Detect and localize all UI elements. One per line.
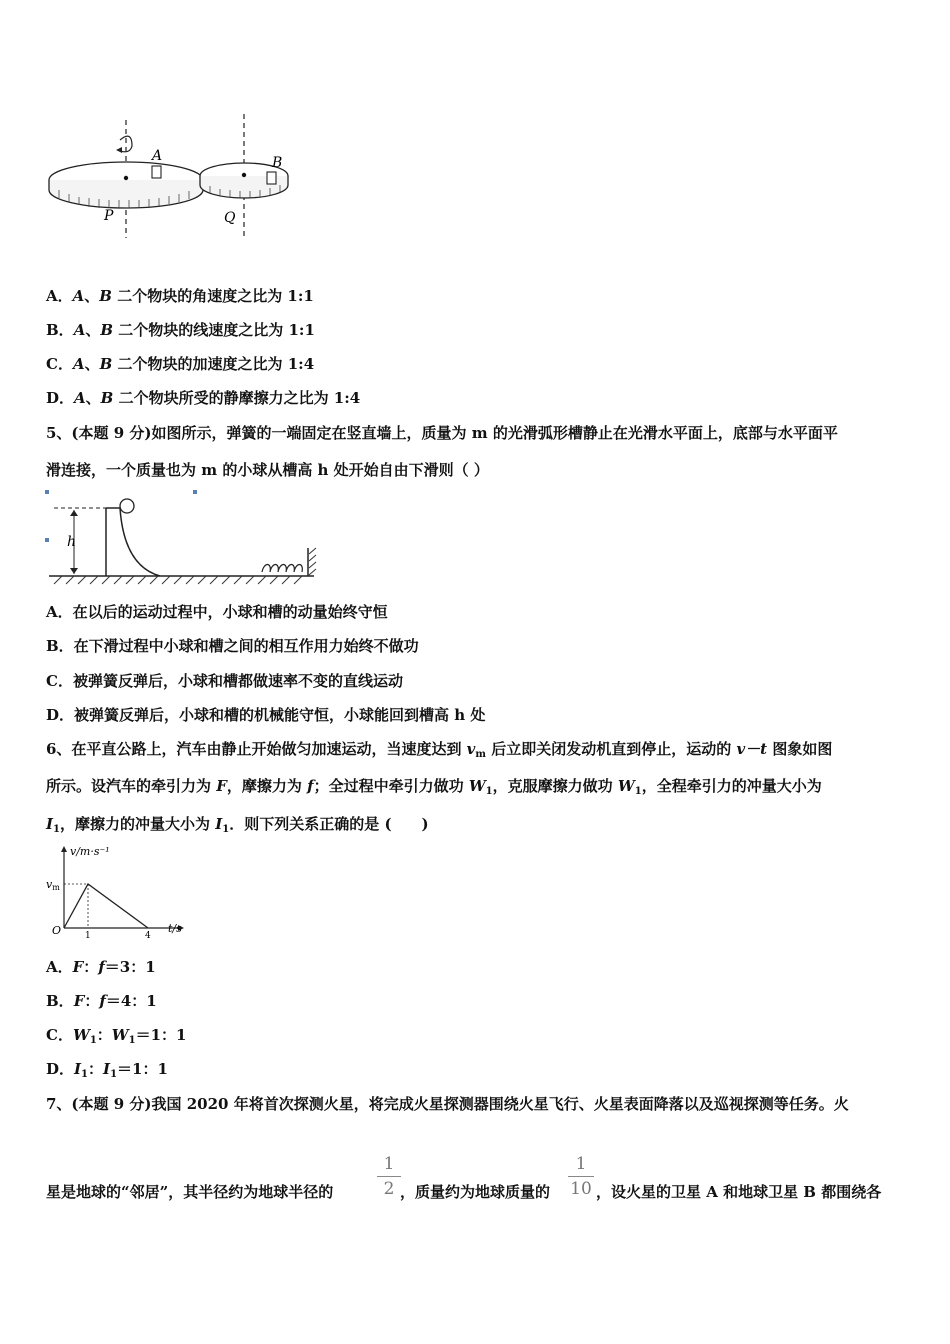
q4-option-c: C．A、B 二个物块的加速度之比为 1:4 <box>46 355 315 373</box>
q5-stem-line1: 5、(本题 9 分)如图所示，弹簧的一端固定在竖直墙上，质量为 m 的光滑弧形槽静止在光滑水平面上，底部与水平面平 <box>46 424 838 442</box>
q6-stem-line3: $I_1$，摩擦力的冲量大小为 $I_1$．则下列关系正确的是 ( ) <box>46 815 429 835</box>
fig1-label-q: Q <box>224 210 236 226</box>
figure-arc-slot-spring <box>44 488 324 588</box>
q5-option-c: C．被弹簧反弹后，小球和槽都做速率不变的直线运动 <box>46 672 403 690</box>
q6-option-c: C．$W_1$：$W_1=1$：1 <box>46 1026 187 1046</box>
q4-option-a: A．A、B 二个物块的角速度之比为 1:1 <box>46 287 314 305</box>
q6-option-d: D．$I_1$：$I_1=1$：1 <box>46 1060 168 1080</box>
chart-xlabel: t/s <box>168 922 182 935</box>
fraction-one-half: 1 2 <box>377 1154 401 1199</box>
q4-option-b: B．A、B 二个物块的线速度之比为 1:1 <box>46 321 315 339</box>
q6-stem-line2: 所示。设汽车的牵引力为 F，摩擦力为 f；全过程中牵引力做功 $W_1$，克服摩擦力做功 $W_1$，全程牵引力的冲量大小为 <box>46 777 822 797</box>
q5-option-a: A．在以后的运动过程中，小球和槽的动量始终守恒 <box>46 603 388 621</box>
q7-stem-line2c: ，设火星的卫星 A 和地球卫星 B 都围绕各 <box>596 1183 882 1201</box>
fig1-label-a: A <box>152 148 163 164</box>
chart-ylabel: v/m·s⁻¹ <box>70 845 110 858</box>
q7-stem-line2b: ，质量约为地球质量的 <box>400 1183 551 1201</box>
chart-tick-4: 4 <box>145 931 151 940</box>
q6-option-b: B．F：f＝4：1 <box>46 992 157 1010</box>
chart-tick-1: 1 <box>85 931 91 940</box>
q4-option-d: D．A、B 二个物块所受的静摩擦力之比为 1:4 <box>46 389 361 407</box>
q7-stem-line2a: 星是地球的“邻居”，其半径约为地球半径的 <box>46 1183 334 1201</box>
q6-stem-line1: 6、在平直公路上，汽车由静止开始做匀加速运动，当速度达到 $v_m$ 后立即关闭发动机直到停止，运动的 v－t 图象如图 <box>46 740 833 760</box>
q6-option-a: A．F：f＝3：1 <box>46 958 156 976</box>
figure-v-t-graph <box>44 840 194 940</box>
figure-rotating-discs <box>44 110 304 240</box>
chart-origin: O <box>52 924 62 937</box>
fig5-label-h: h <box>67 534 77 550</box>
q5-option-d: D．被弹簧反弹后，小球和槽的机械能守恒，小球能回到槽高 h 处 <box>46 706 486 724</box>
q5-option-b: B．在下滑过程中小球和槽之间的相互作用力始终不做功 <box>46 637 419 655</box>
fraction-one-tenth: 1 10 <box>568 1154 594 1199</box>
fig1-label-b: B <box>272 155 283 171</box>
q7-stem-line1: 7、(本题 9 分)我国 2020 年将首次探测火星，将完成火星探测器围绕火星飞行、火星表面降落以及巡视探测等任务。火 <box>46 1095 849 1113</box>
chart-vm-label: vm <box>46 878 60 892</box>
q5-stem-line2: 滑连接，一个质量也为 m 的小球从槽高 h 处开始自由下滑则（ ） <box>46 461 489 479</box>
fig1-label-p: P <box>104 208 114 224</box>
